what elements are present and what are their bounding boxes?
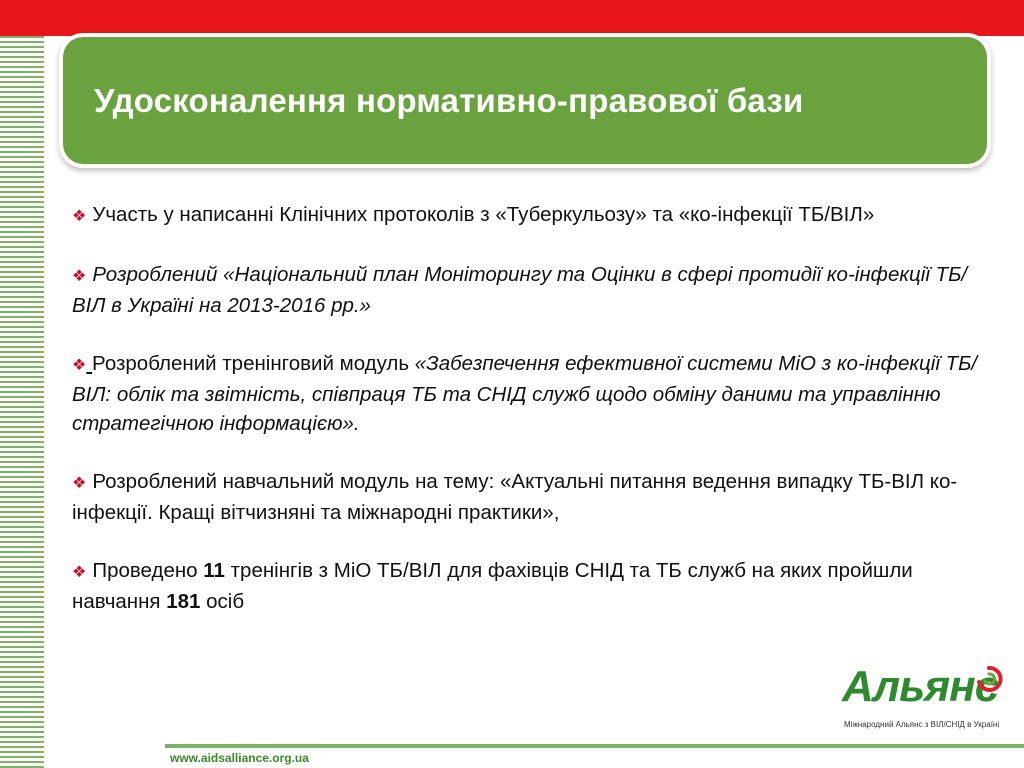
list-item: ❖ Розроблений тренінговий модуль «Забезпечення ефективної системи МіО з ко-інфекції ТБ/ВІЛ: облік та звітність, співпраця ТБ та СНІД служб щодо обміну даними та управлінню стратегічною інформацією». bbox=[72, 352, 978, 435]
title-banner bbox=[63, 37, 987, 164]
list-item: ❖ Розроблений навчальний модуль на тему: «Актуальні питання ведення випадку ТБ-ВІЛ ко-інфекції. Кращі вітчизняні та міжнародні практики», bbox=[72, 470, 958, 524]
diamond-bullet-icon: ❖ bbox=[72, 475, 87, 492]
footer-divider bbox=[165, 744, 1024, 748]
side-stripes-decoration bbox=[0, 36, 44, 768]
logo-wordmark: Альянс bbox=[842, 662, 999, 711]
alliance-logo bbox=[842, 662, 1010, 736]
diamond-bullet-icon: ❖ bbox=[72, 564, 87, 581]
diamond-bullet-icon: ❖ bbox=[72, 357, 87, 374]
bullet-list bbox=[72, 200, 982, 616]
list-item: ❖ Проведено 11 тренінгів з МіО ТБ/ВІЛ для фахівців СНІД та ТБ служб на яких пройшли навчання 181 осіб bbox=[72, 559, 913, 613]
slide-title: Удосконалення нормативно-правової бази bbox=[94, 81, 804, 119]
list-item: ❖ Участь у написанні Клінічних протоколів з «Туберкульозу» та «ко-інфекції ТБ/ВІЛ» bbox=[72, 203, 875, 226]
diamond-bullet-icon: ❖ bbox=[72, 268, 87, 285]
list-item: ❖ Розроблений «Національний план Моніторингу та Оцінки в сфері протидії ко-інфекції ТБ/ВІЛ в Україні на 2013-2016 рр.» bbox=[72, 263, 968, 317]
top-red-bar bbox=[0, 0, 1024, 36]
swirl-icon bbox=[974, 664, 1004, 694]
footer-url-link[interactable]: www.aidsalliance.org.ua bbox=[170, 751, 309, 765]
logo-subtitle: Міжнародний Альянс з ВІЛ/СНІД в Україні bbox=[844, 720, 1000, 729]
diamond-bullet-icon: ❖ bbox=[72, 208, 87, 225]
